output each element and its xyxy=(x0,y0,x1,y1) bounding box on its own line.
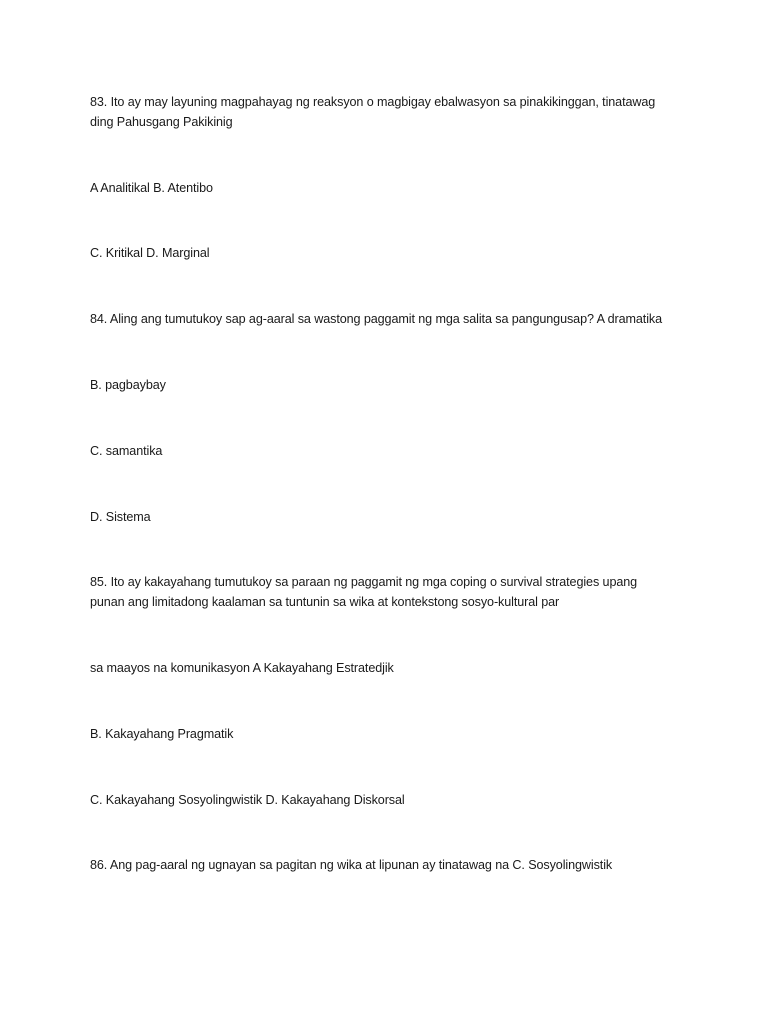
question-83-text-line-1: 83. Ito ay may layuning magpahayag ng reaksyon o magbigay ebalwasyon sa pinakikinggan, tinatawag xyxy=(90,95,656,109)
question-86-text: 86. Ang pag-aaral ng ugnayan sa pagitan ng wika at lipunan ay tinatawag na C. Sosyolingwistik xyxy=(90,858,613,872)
question-85-option-b: B. Kakayahang Pragmatik xyxy=(90,727,234,741)
question-85-text-line-1: 85. Ito ay kakayahang tumutukoy sa paraan ng paggamit ng mga coping o survival strategies upang xyxy=(90,575,638,589)
question-83-options-a-b: A Analitikal B. Atentibo xyxy=(90,181,213,195)
question-85-text-line-2: punan ang limitadong kaalaman sa tuntunin sa wika at kontekstong sosyo-kultural par xyxy=(90,595,560,609)
question-85-options-c-d: C. Kakayahang Sosyolingwistik D. Kakayahang Diskorsal xyxy=(90,793,405,807)
question-85-text-line-3: sa maayos na komunikasyon A Kakayahang Estratedjik xyxy=(90,661,394,675)
question-84-text: 84. Aling ang tumutukoy sap ag-aaral sa wastong paggamit ng mga salita sa pangungusap? A dramatika xyxy=(90,312,662,326)
question-84-option-d: D. Sistema xyxy=(90,510,151,524)
question-83-options-c-d: C. Kritikal D. Marginal xyxy=(90,246,210,260)
question-84-option-c: C. samantika xyxy=(90,444,163,458)
question-84-option-b: B. pagbaybay xyxy=(90,378,166,392)
question-83-text-line-2: ding Pahusgang Pakikinig xyxy=(90,115,233,129)
